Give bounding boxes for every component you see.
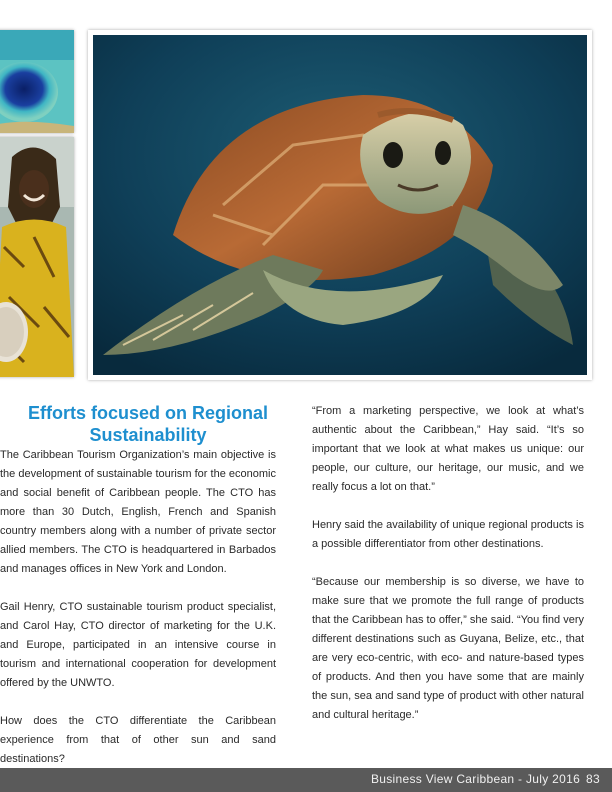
left-column (0, 402, 276, 769)
drummer-photo (0, 137, 74, 377)
paragraph: How does the CTO differentiate the Caribbean experience from that of other sun and sand destinations? (0, 715, 276, 765)
paragraph: “Because our membership is so diverse, we have to make sure that we promote the full range of products that the Caribbean has to offer,” she said. “You find very different destinations such as Guyana, Belize, etc., that are very eco-centric, with eco- and nature-based types of products. And then you have some that are mainly the sun, sea and sand type of product with other natural and cultural heritage.” (312, 576, 584, 721)
footer-bar (0, 768, 612, 792)
section-heading: Efforts focused on Regional Sustainability (27, 403, 268, 445)
paragraph: “From a marketing perspective, we look at what’s authentic about the Caribbean,” Hay said. “It’s so important that we look at what makes us unique: our people, our culture, our heritage, our music, and we really focus a lot on that.” (312, 405, 584, 493)
blue-hole-photo (0, 30, 74, 133)
page-number: 83 (586, 772, 600, 786)
sea-turtle-photo (88, 30, 592, 380)
blue-hole-image (0, 30, 74, 133)
sea-turtle-image (93, 35, 587, 375)
right-column (312, 402, 584, 725)
paragraph: Gail Henry, CTO sustainable tourism product specialist, and Carol Hay, CTO director of marketing for the U.K. and Europe, participated in an intensive course in tourism and international cooperation for development offered by the UNWTO. (0, 601, 276, 689)
paragraph: Henry said the availability of unique regional products is a possible differentiator from other destinations. (312, 519, 584, 550)
footer-text (371, 772, 600, 786)
drummer-image (0, 137, 74, 377)
publication-name: Business View Caribbean - July 2016 (370, 772, 581, 786)
paragraph: The Caribbean Tourism Organization’s main objective is the development of sustainable tourism for the economic and social benefit of Caribbean people. The CTO has more than 30 Dutch, English, French and Spanish country members along with a number of private sector allied members. The CTO is headquartered in Barbados and manages offices in New York and London. (0, 449, 276, 575)
